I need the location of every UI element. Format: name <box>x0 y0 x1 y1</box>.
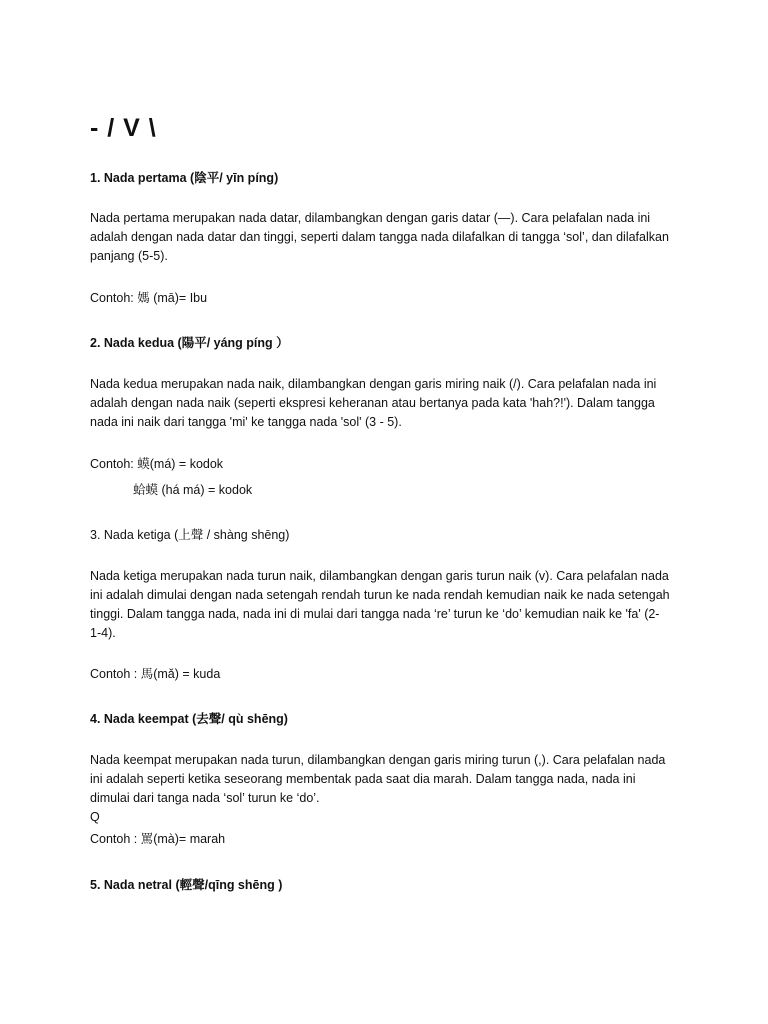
paragraph-line: nada ini naik dari tangga 'mi' ke tangga nada 'sol' (3 - 5). <box>90 415 402 429</box>
page-title: - / V \ <box>90 114 157 142</box>
section-heading: 1. Nada pertama (陰平/ yīn píng) <box>90 171 279 185</box>
paragraph-line: Nada pertama merupakan nada datar, dilambangkan dengan garis datar (—). Cara pelafalan nada ini <box>90 211 651 225</box>
paragraph-line: ini adalah dimulai dengan nada setengah rendah turun ke nada rendah kemudian naik ke nada setengah <box>90 588 670 602</box>
example-line: Contoh : 罵(mà)= marah <box>90 832 226 846</box>
paragraph-line: 1-4). <box>90 626 116 640</box>
paragraph-line: adalah dengan nada datar dan tinggi, seperti dalam tangga nada dilafalkan di tangga ‘sol’, dan dilafalkan <box>90 230 669 244</box>
example-line: 蛤蟆 (há má) = kodok <box>133 483 253 497</box>
paragraph-line: ini adalah seperti ketika seseorang membentak pada saat dia marah. Dalam tangga nada, nada ini <box>90 772 636 786</box>
example-line: Contoh: 媽 (mā)= Ibu <box>90 291 208 305</box>
paragraph-line: tinggi. Dalam tangga nada, nada ini di mulai dari tangga nada ‘re’ turun ke ‘do’ kemudian naik ke 'fa' (2- <box>90 607 660 621</box>
paragraph-line: Nada kedua merupakan nada naik, dilambangkan dengan garis miring naik (/). Cara pelafalan nada ini <box>90 377 657 391</box>
paragraph-line: adalah dengan nada naik (seperti ekspresi keheranan atau bertanya pada kata 'hah?!'). Dalam tangga <box>90 396 655 410</box>
section-heading: 4. Nada keempat (去聲/ qù shēng) <box>90 712 288 726</box>
example-line: Contoh : 馬(mǎ) = kuda <box>90 667 221 681</box>
paragraph-line: Nada ketiga merupakan nada turun naik, dilambangkan dengan garis turun naik (v). Cara pelafalan nada <box>90 569 669 583</box>
section-heading: 2. Nada kedua (陽平/ yáng píng ） <box>90 336 289 350</box>
paragraph-line: panjang (5-5). <box>90 249 168 263</box>
example-line: Contoh: 蟆(má) = kodok <box>90 457 224 471</box>
section-heading: 3. Nada ketiga (上聲 / shàng shēng) <box>90 528 290 542</box>
paragraph-line: Nada keempat merupakan nada turun, dilambangkan dengan garis miring turun (,). Cara pelafalan nada <box>90 753 666 767</box>
section-heading: 5. Nada netral (輕聲/qīng shēng ) <box>90 878 283 892</box>
paragraph-line: dimulai dari tanga nada ‘sol’ turun ke ‘do’. <box>90 791 320 805</box>
paragraph-line: Q <box>90 810 100 824</box>
